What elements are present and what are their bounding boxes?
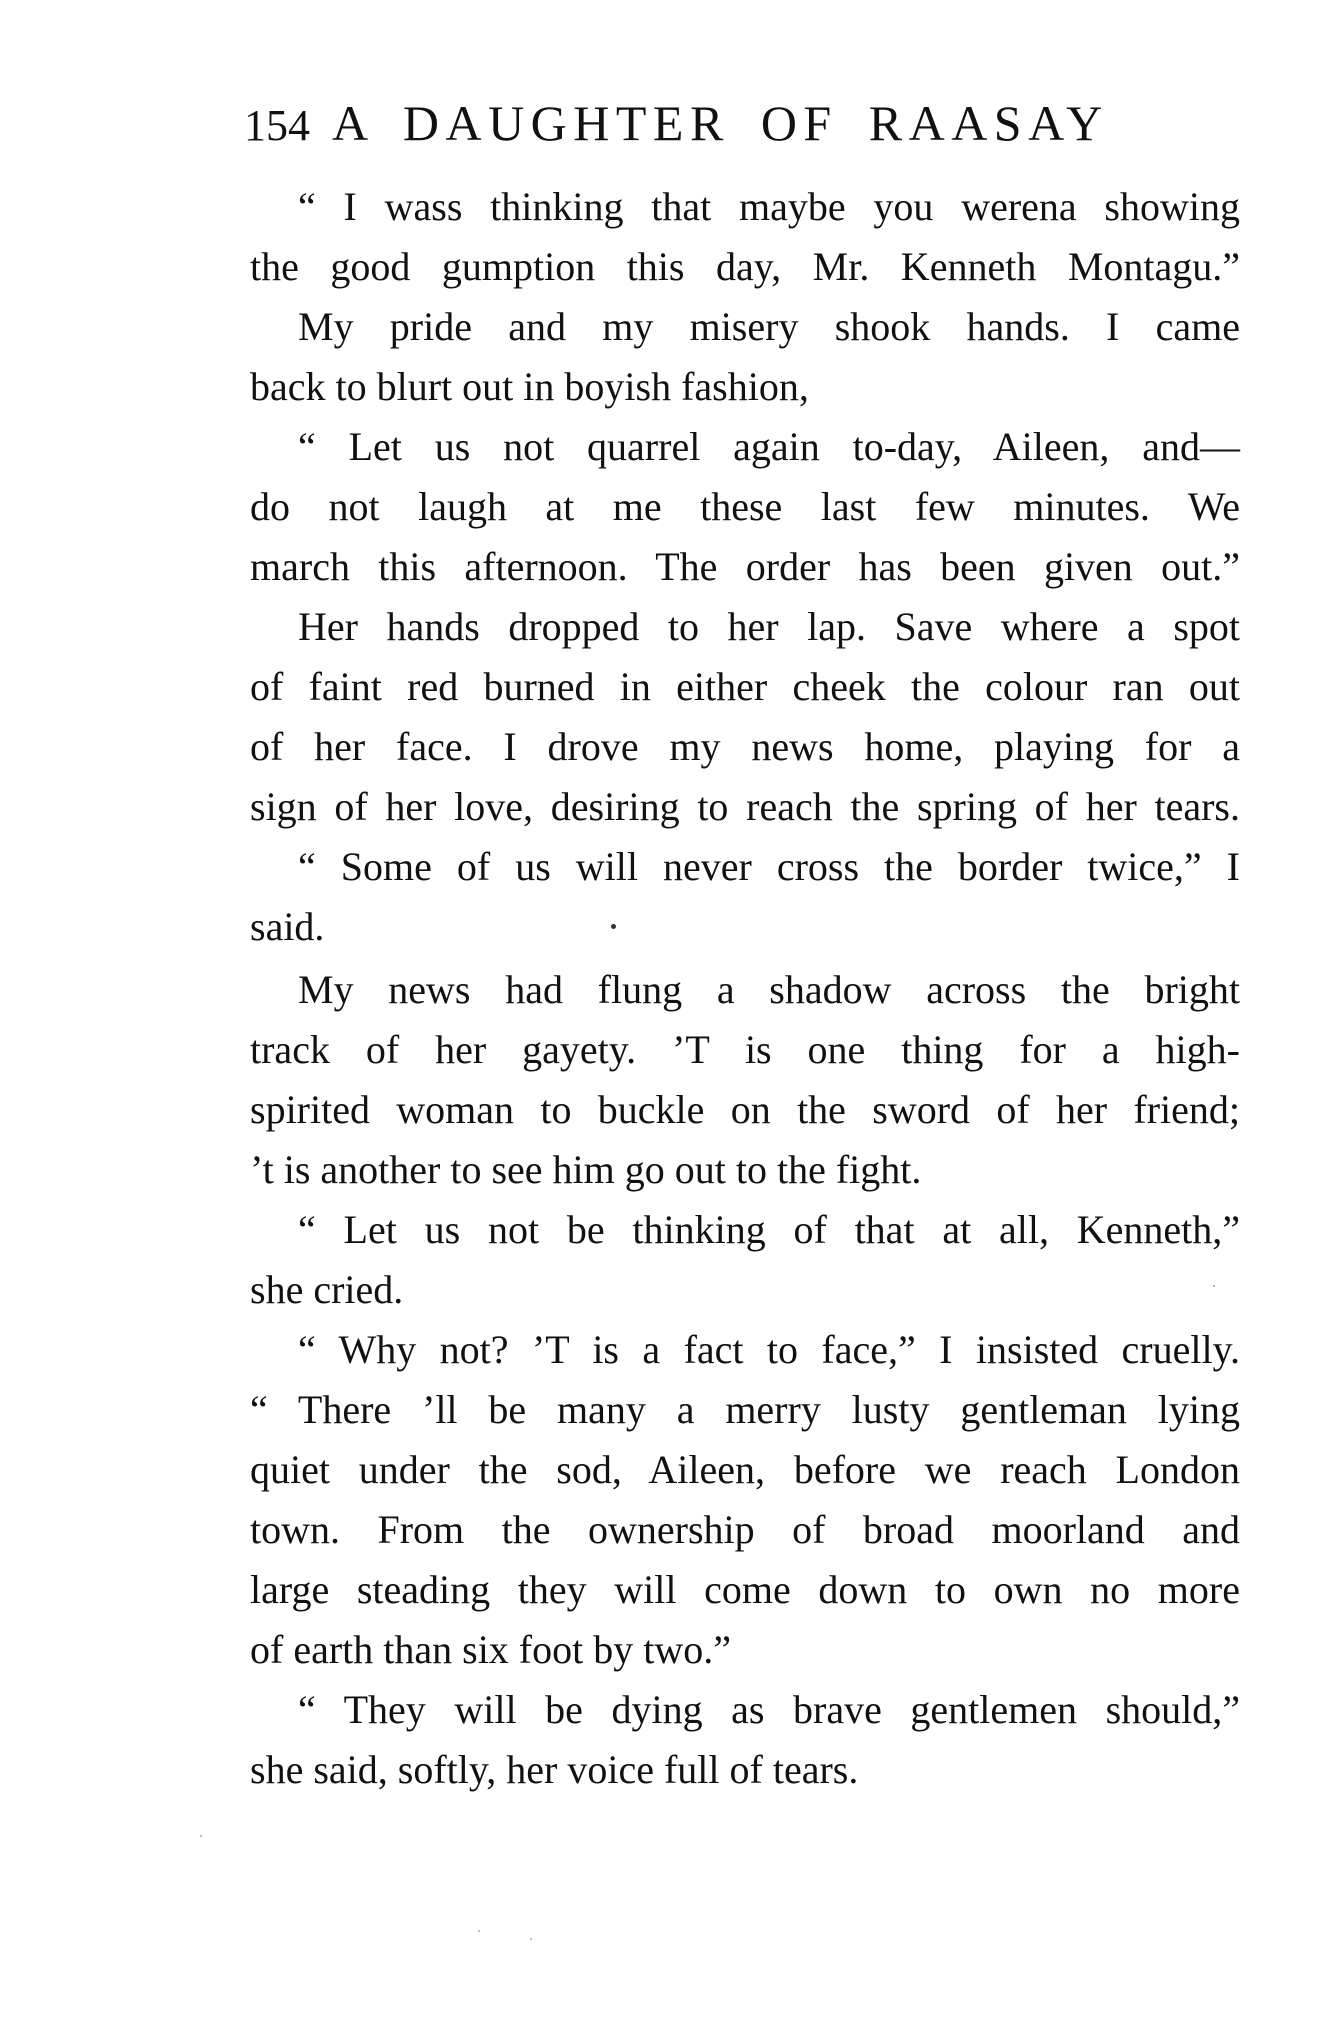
text-line: of her face. I drove my news home, playing for a bbox=[250, 724, 1240, 769]
text-line: sign of her love, desiring to reach the spring of her tears. bbox=[250, 784, 1240, 829]
text-line: track of her gayety. ’T is one thing for a high- bbox=[250, 1027, 1240, 1072]
text-line: back to blurt out in boyish fashion, bbox=[250, 364, 809, 409]
text-line: do not laugh at me these last few minutes. We bbox=[250, 484, 1240, 529]
text-line: town. From the ownership of broad moorland and bbox=[250, 1507, 1240, 1552]
text-line: of faint red burned in either cheek the colour ran out bbox=[250, 664, 1240, 709]
ink-speck bbox=[1213, 1285, 1215, 1287]
text-line: large steading they will come down to own no more bbox=[250, 1567, 1240, 1612]
text-line: quiet under the sod, Aileen, before we reach London bbox=[250, 1447, 1240, 1492]
text-line: “ Some of us will never cross the border twice,” I bbox=[298, 844, 1240, 889]
book-title: A DAUGHTER OF RAASAY bbox=[332, 95, 1109, 151]
text-line: “ Let us not quarrel again to-day, Aileen, and— bbox=[298, 424, 1240, 469]
page-number: 154 bbox=[244, 101, 310, 150]
text-line: My news had flung a shadow across the bright bbox=[298, 967, 1240, 1012]
running-head bbox=[244, 88, 1244, 158]
text-line: “ They will be dying as brave gentlemen should,” bbox=[298, 1687, 1240, 1732]
ink-speck bbox=[530, 1938, 532, 1940]
ink-speck bbox=[478, 1930, 480, 1932]
text-line: of earth than six foot by two.” bbox=[250, 1627, 731, 1672]
text-line: the good gumption this day, Mr. Kenneth Montagu.” bbox=[250, 244, 1240, 289]
text-line: Her hands dropped to her lap. Save where a spot bbox=[298, 604, 1240, 649]
text-line: “ Why not? ’T is a fact to face,” I insisted cruelly. bbox=[298, 1327, 1240, 1372]
text-line: “ There ’ll be many a merry lusty gentleman lying bbox=[250, 1387, 1240, 1432]
text-line: she said, softly, her voice full of tears. bbox=[250, 1747, 859, 1792]
text-line: ’t is another to see him go out to the fight. bbox=[250, 1147, 922, 1192]
text-line: spirited woman to buckle on the sword of her friend; bbox=[250, 1087, 1240, 1132]
ink-speck bbox=[200, 1835, 202, 1837]
text-line: “ Let us not be thinking of that at all, Kenneth,” bbox=[298, 1207, 1240, 1252]
text-line: march this afternoon. The order has been given out.” bbox=[250, 544, 1240, 589]
text-line: My pride and my misery shook hands. I came bbox=[298, 304, 1240, 349]
text-line: said. bbox=[250, 904, 325, 949]
body-text bbox=[250, 177, 1240, 1800]
ink-speck bbox=[611, 924, 616, 929]
text-line: she cried. bbox=[250, 1267, 404, 1312]
text-line: “ I wass thinking that maybe you werena showing bbox=[298, 184, 1240, 229]
